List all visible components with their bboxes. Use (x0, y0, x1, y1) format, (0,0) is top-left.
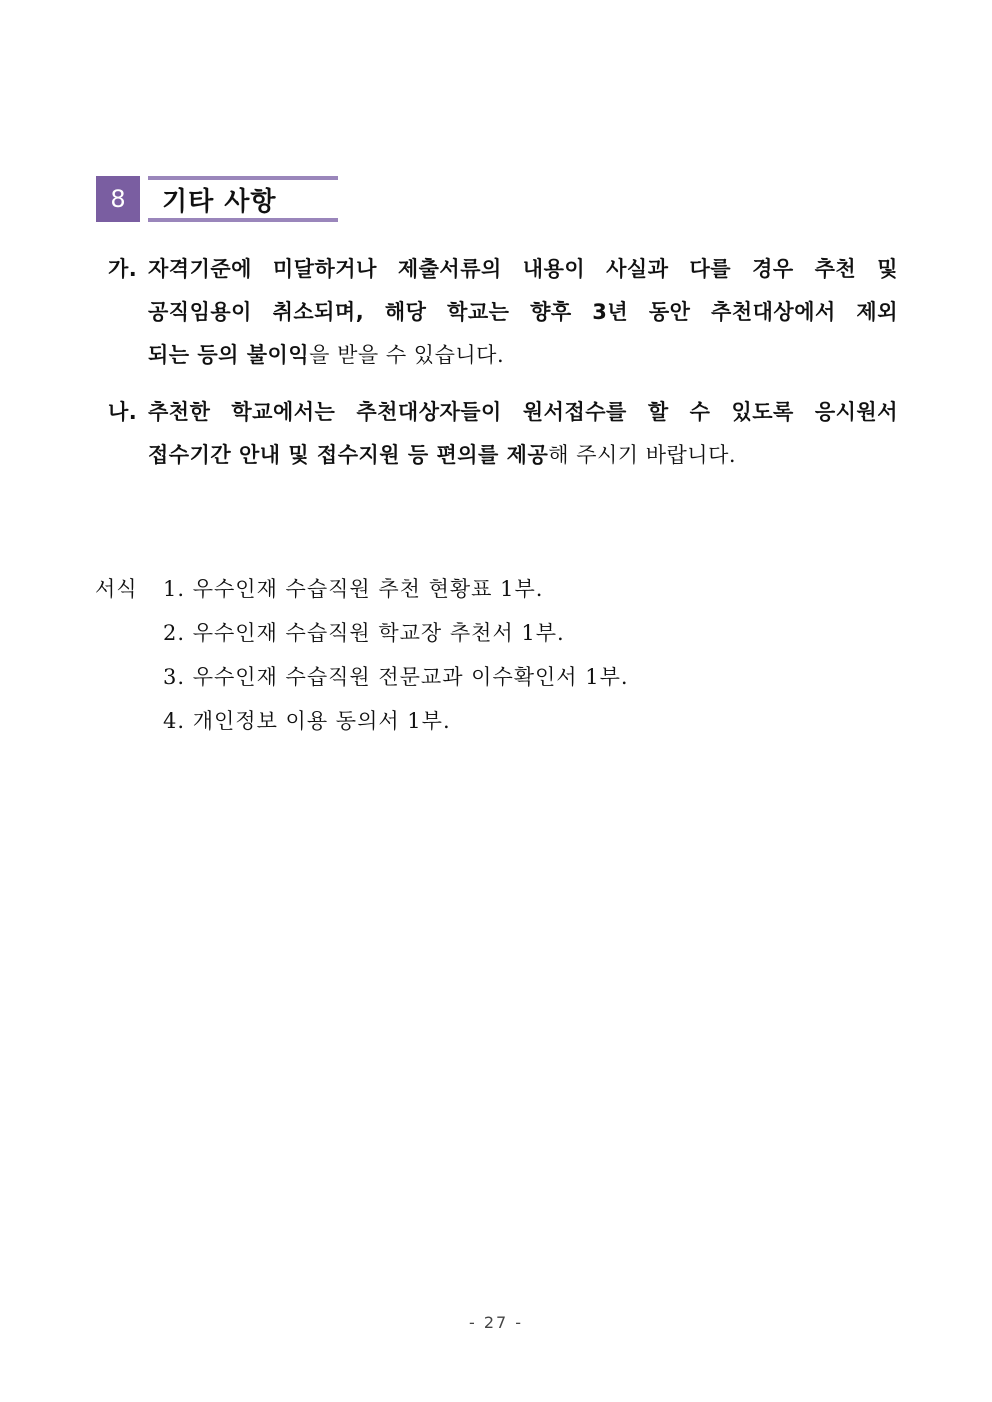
page-number: - 27 - (468, 1313, 524, 1332)
item-na (108, 391, 898, 477)
attachment-item-1: 1. 우수인재 수습직원 추천 현황표 1부. (163, 577, 544, 601)
item-na-line-2 (108, 434, 898, 477)
item-ga-line-2: 공직임용이 취소되며, 해당 학교는 향후 3년 동안 추천대상에서 제외 (148, 300, 898, 324)
item-na-marker: 나. (108, 400, 138, 424)
item-na-text-2-normal: 해 주시기 바랍니다. (548, 443, 737, 467)
attachments-label: 서식 (95, 577, 138, 601)
item-ga-text-1: 자격기준에 미달하거나 제출서류의 내용이 사실과 다를 경우 추천 및 (148, 257, 898, 281)
attachment-item-2: 2. 우수인재 수습직원 학교장 추천서 1부. (163, 621, 565, 645)
item-ga-text-3-bold: 되는 등의 불이익 (148, 343, 310, 367)
item-ga-marker: 가. (108, 257, 138, 281)
item-ga (108, 248, 898, 377)
item-na-line-1 (108, 391, 898, 434)
attachments-list (163, 567, 629, 743)
attachment-item-4: 4. 개인정보 이용 동의서 1부. (163, 709, 451, 733)
attachment-item-3: 3. 우수인재 수습직원 전문교과 이수확인서 1부. (163, 665, 629, 689)
section-number-badge: 8 (96, 176, 140, 222)
item-ga-line-3 (108, 334, 898, 377)
item-ga-line-1 (108, 248, 898, 291)
section-title-box (148, 176, 338, 222)
item-na-text-2-bold: 접수기간 안내 및 접수지원 등 편의를 제공 (148, 443, 549, 467)
section-header (96, 176, 338, 222)
item-ga-text-3-normal: 을 받을 수 있습니다. (309, 343, 505, 367)
section-title: 기타 사항 (162, 186, 277, 217)
item-na-text-1: 추천한 학교에서는 추천대상자들이 원서접수를 할 수 있도록 응시원서 (148, 400, 898, 424)
